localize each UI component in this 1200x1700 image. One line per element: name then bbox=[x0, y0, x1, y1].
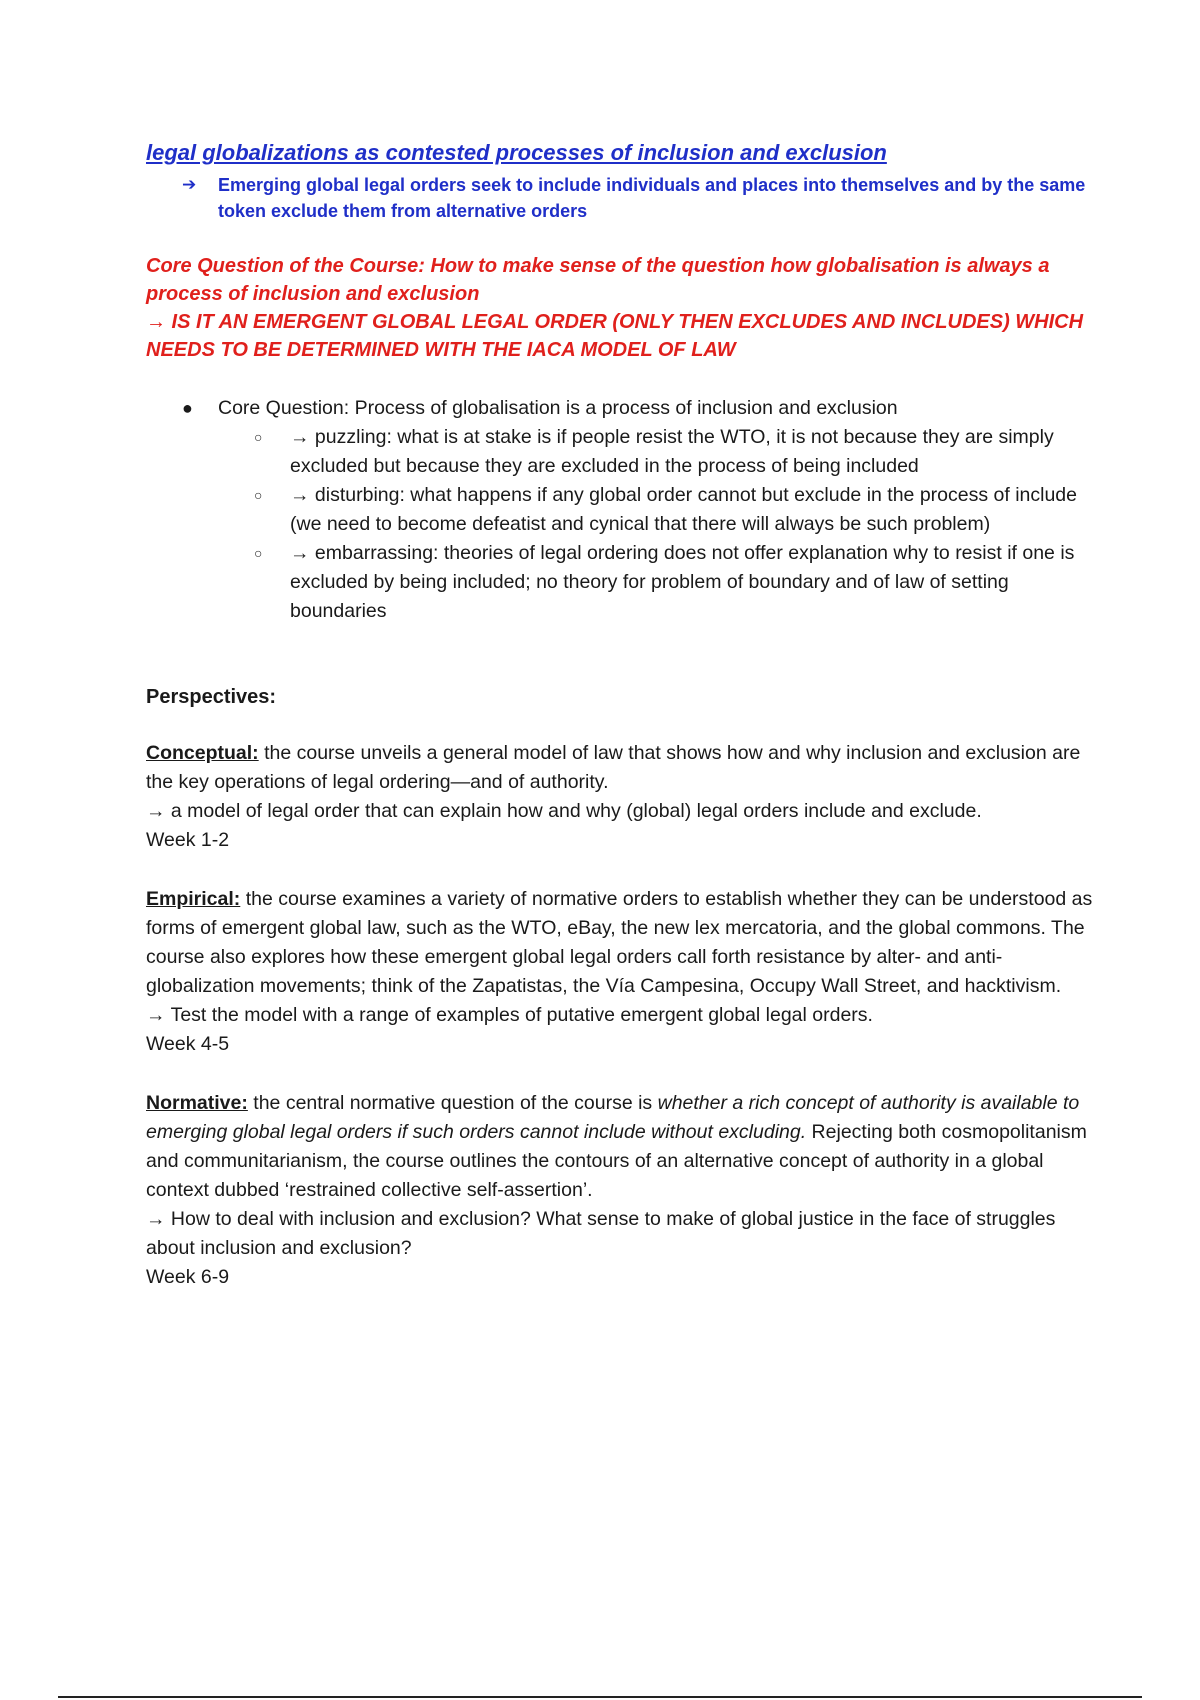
sub-list-item bbox=[254, 539, 1096, 626]
normative-text-after: Rejecting both cosmopolitanism and communitarianism, the course outlines the contours of an alternative concept of authority in a global context dubbed ‘restrained collective self-assertion’. bbox=[146, 1121, 1087, 1202]
subpoint-text: Emerging global legal orders seek to include individuals and places into themselves and by the same token exclude them from alternative orders bbox=[218, 175, 1086, 222]
core-question-text: Core Question of the Course: How to make sense of the question how globalisation is always a process of inclusion and exclusion bbox=[146, 255, 1050, 306]
sub-list-item bbox=[254, 423, 1096, 481]
normative-label: Normative: bbox=[146, 1092, 248, 1115]
bullet-icon: ● bbox=[182, 398, 193, 419]
conceptual-paragraph bbox=[146, 739, 1096, 797]
conceptual-section bbox=[146, 739, 1096, 855]
conceptual-label: Conceptual: bbox=[146, 742, 259, 765]
normative-week: Week 6-9 bbox=[146, 1266, 230, 1289]
conceptual-week: Week 1-2 bbox=[146, 829, 230, 852]
empirical-text: the course examines a variety of normative orders to establish whether they can be understood as forms of emergent global law, such as the WTO, eBay, the new lex mercatoria, and the global commons. The course also explores how these emergent global legal orders call forth resistance by alter- and anti-globalization movements; think of the Zapatistas, the Vía Campesina, Occupy Wall Street, and hacktivism. bbox=[146, 888, 1093, 998]
sub-list-item bbox=[254, 481, 1096, 539]
empirical-label: Empirical: bbox=[146, 888, 241, 911]
sub-item-embarrassing: → embarrassing: theories of legal ordering does not offer explanation why to resist if one is excluded by being included; no theory for problem of boundary and of law of setting boundaries bbox=[290, 542, 1075, 623]
document-page bbox=[146, 140, 1096, 1292]
normative-section bbox=[146, 1089, 1096, 1292]
normative-arrow: → How to deal with inclusion and exclusion? What sense to make of global justice in the face of struggles about inclusion and exclusion? bbox=[146, 1208, 1056, 1260]
circle-bullet-icon: ○ bbox=[254, 487, 263, 504]
empirical-paragraph bbox=[146, 885, 1096, 1001]
conceptual-text: the course unveils a general model of law that shows how and why inclusion and exclusion are the key operations of legal ordering—and of authority. bbox=[146, 742, 1081, 794]
core-question-block bbox=[146, 252, 1096, 364]
conceptual-arrow: → a model of legal order that can explain how and why (global) legal orders include and exclude. bbox=[146, 800, 982, 823]
sub-item-puzzling: → puzzling: what is at stake is if people resist the WTO, it is not because they are simply excluded but because they are excluded in the process of being included bbox=[290, 426, 1054, 478]
perspectives-heading: Perspectives: bbox=[146, 686, 277, 709]
page-divider bbox=[58, 1696, 1142, 1698]
circle-bullet-icon: ○ bbox=[254, 429, 263, 446]
document-title: legal globalizations as contested processes of inclusion and exclusion bbox=[146, 140, 887, 165]
bullet-text: Core Question: Process of globalisation is a process of inclusion and exclusion bbox=[218, 397, 898, 420]
right-arrow-icon: ➔ bbox=[182, 175, 197, 195]
sub-item-disturbing: → disturbing: what happens if any global order cannot but exclude in the process of include (we need to become defeatist and cynical that there will always be such problem) bbox=[290, 484, 1077, 536]
empirical-week: Week 4-5 bbox=[146, 1033, 230, 1056]
title-subpoint bbox=[182, 172, 1096, 224]
bullet-list bbox=[146, 394, 1096, 626]
circle-bullet-icon: ○ bbox=[254, 545, 263, 562]
core-question-emphasis: → IS IT AN EMERGENT GLOBAL LEGAL ORDER (ONLY THEN EXCLUDES AND INCLUDES) WHICH NEEDS TO BE DETERMINED WITH THE IACA MODEL OF LAW bbox=[146, 311, 1084, 362]
empirical-arrow: → Test the model with a range of examples of putative emergent global legal orders. bbox=[146, 1004, 873, 1027]
normative-paragraph bbox=[146, 1089, 1096, 1205]
normative-italic-question: whether a rich concept of authority is available to emerging global legal orders if such orders cannot include without excluding. bbox=[146, 1092, 1080, 1144]
normative-text-before: the central normative question of the course is bbox=[247, 1092, 658, 1115]
empirical-section bbox=[146, 885, 1096, 1059]
list-item bbox=[182, 394, 1096, 423]
